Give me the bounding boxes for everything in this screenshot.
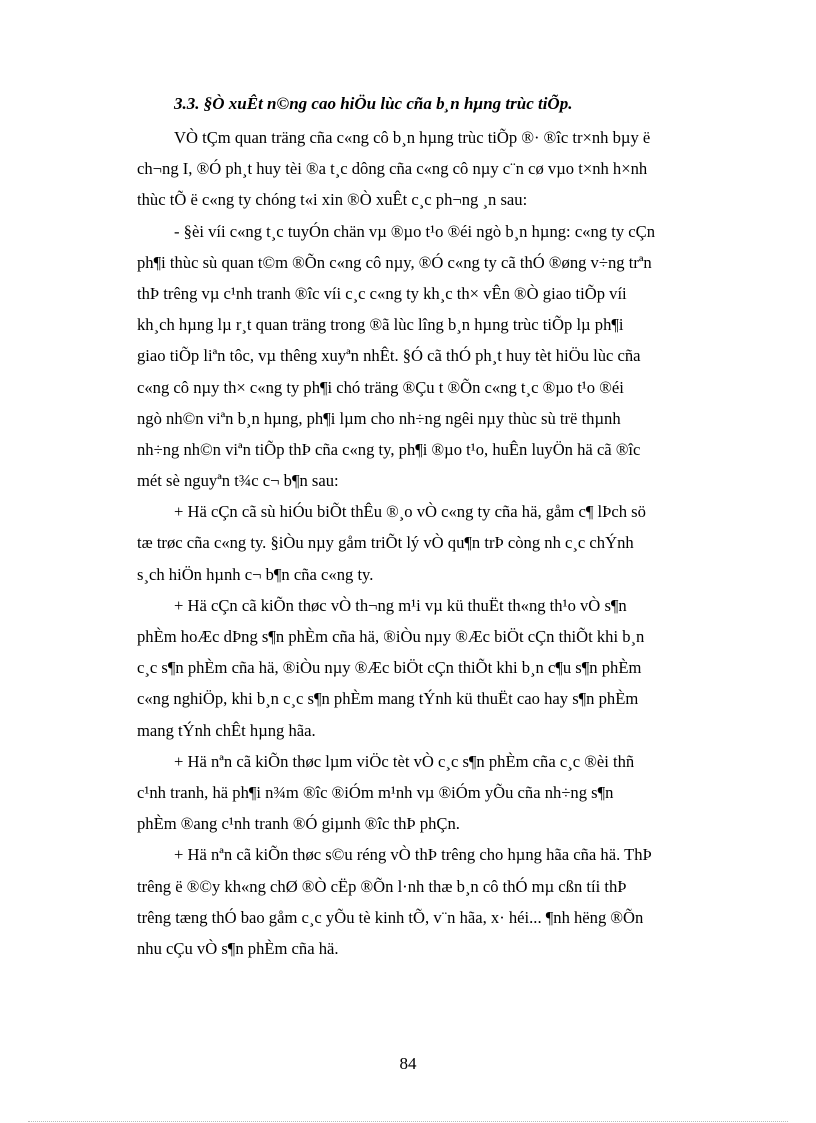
text-line: ph¶i thùc sù quan t©m ®Õn c«ng cô nµy, ®Ó c«ng ty cã thÓ ®øng v÷ng trªn: [137, 252, 652, 272]
text-line: + Hä cÇn cã kiÕn thøc vÒ th¬ng m¹i vµ kü thuËt th«ng th¹o vÒ s¶n: [174, 595, 627, 615]
text-line: mét sè nguyªn t¾c c¬ b¶n sau:: [137, 471, 339, 491]
text-line: giao tiÕp liªn tôc, vµ thêng xuyªn nhÊt. §Ó cã thÓ ph¸t huy tèt hiÖu lùc cña: [137, 346, 641, 366]
text-line: s¸ch hiÖn hµnh c¬ b¶n cña c«ng ty.: [137, 564, 374, 584]
text-line: c«ng cô nµy th× c«ng ty ph¶i chó träng ®Çu t ®Õn c«ng t¸c ®µo t¹o ®éi: [137, 377, 624, 397]
text-line: trêng ë ®©y kh«ng chØ ®Ò cËp ®Õn l·nh thæ b¸n cô thÓ mµ cßn tíi thÞ: [137, 876, 627, 896]
page-content: [137, 94, 740, 964]
page-number: 84: [399, 1054, 417, 1073]
text-line: + Hä cÇn cã sù hiÓu biÕt thÊu ®¸o vÒ c«ng ty cña hä, gåm c¶ lÞch sö: [174, 502, 646, 522]
text-line: kh¸ch hµng lµ r¸t quan träng trong ®ã lùc lîng b¸n hµng trùc tiÕp lµ ph¶i: [137, 315, 624, 335]
text-line: VÒ tÇm quan träng cña c«ng cô b¸n hµng trùc tiÕp ®· ®îc tr×nh bµy ë: [174, 128, 651, 147]
text-line: tæ trøc cña c«ng ty. §iÒu nµy gåm triÕt lý vÒ qu¶n trÞ còng nh c¸c chÝnh: [137, 533, 634, 553]
text-line: mang tÝnh chÊt hµng hãa.: [137, 720, 316, 740]
text-line: nhu cÇu vÒ s¶n phÈm cña hä.: [137, 938, 339, 958]
text-line: thÞ trêng vµ c¹nh tranh ®îc víi c¸c c«ng ty kh¸c th× vÊn ®Ò giao tiÕp víi: [137, 283, 627, 303]
page-bottom-divider: [28, 1121, 788, 1122]
text-line: ngò nh©n viªn b¸n hµng, ph¶i lµm cho nh÷ng ngêi nµy thùc sù trë thµnh: [137, 408, 621, 428]
body-text: [137, 122, 740, 964]
text-line: thùc tÕ ë c«ng ty chóng t«i xin ®Ò xuÊt c¸c ph¬ng ¸n sau:: [137, 190, 528, 210]
section-heading: 3.3. §Ò xuÊt n©ng cao hiÖu lùc cña b¸n hµng trùc tiÕp.: [174, 94, 573, 113]
text-line: ch¬ng I, ®Ó ph¸t huy tèi ®a t¸c dông cña c«ng cô nµy c¨n cø vµo t×nh h×nh: [137, 159, 648, 179]
text-line: - §èi víi c«ng t¸c tuyÓn chän vµ ®µo t¹o ®éi ngò b¸n hµng: c«ng ty cÇn: [174, 221, 656, 241]
text-line: phÈm hoÆc dÞng s¶n phÈm cña hä, ®iÒu nµy ®Æc biÖt cÇn thiÕt khi b¸n: [137, 627, 645, 646]
text-line: c¹nh tranh, hä ph¶i n¾m ®îc ®iÓm m¹nh vµ ®iÓm yÕu cña nh÷ng s¶n: [137, 782, 614, 802]
text-line: phÈm ®ang c¹nh tranh ®Ó giµnh ®îc thÞ phÇn.: [137, 814, 460, 834]
text-line: c«ng nghiÖp, khi b¸n c¸c s¶n phÈm mang tÝnh kü thuËt cao hay s¶n phÈm: [137, 689, 639, 709]
text-line: nh÷ng nh©n viªn tiÕp thÞ cña c«ng ty, ph¶i ®µo t¹o, huÊn luyÖn hä cã ®îc: [137, 439, 641, 459]
text-line: trêng tæng thÓ bao gåm c¸c yÕu tè kinh tÕ, v¨n hãa, x· héi... ¶nh hëng ®Õn: [137, 907, 644, 927]
text-line: + Hä nªn cã kiÕn thøc s©u réng vÒ thÞ trêng cho hµng hãa cña hä. ThÞ: [174, 845, 652, 865]
text-line: + Hä nªn cã kiÕn thøc lµm viÖc tèt vÒ c¸c s¶n phÈm cña c¸c ®èi thñ: [174, 751, 635, 771]
text-line: c¸c s¶n phÈm cña hä, ®iÒu nµy ®Æc biÖt cÇn thiÕt khi b¸n c¶u s¶n phÈm: [137, 658, 642, 678]
